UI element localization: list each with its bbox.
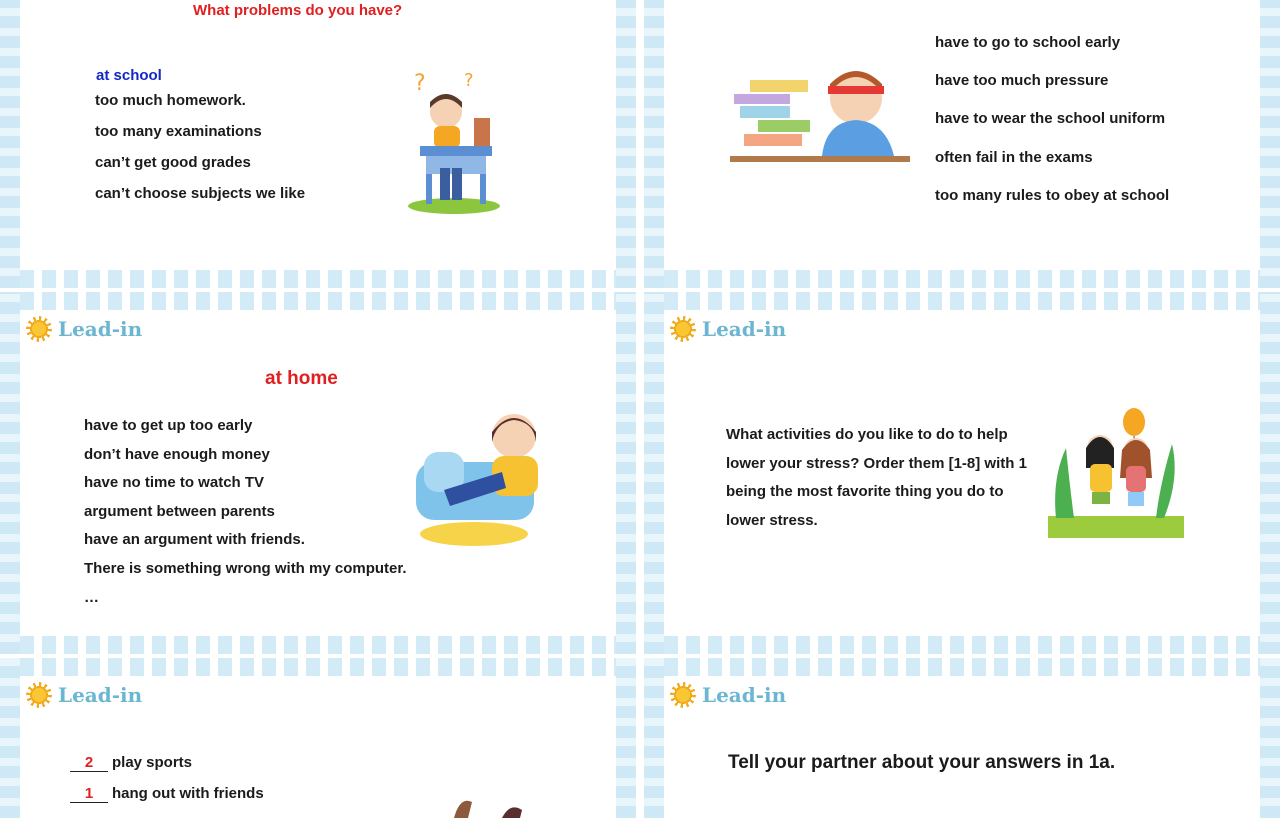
list-item: too many examinations xyxy=(95,123,262,140)
frame-stripes xyxy=(20,270,616,288)
question-line: lower stress. xyxy=(726,512,818,529)
frame-right xyxy=(616,658,636,818)
svg-text:?: ? xyxy=(414,71,426,96)
question-line: What activities do you like to do to help xyxy=(726,426,1008,443)
list-item: too many rules to obey at school xyxy=(935,187,1170,204)
activity-label: play sports xyxy=(112,754,193,771)
ranking-row xyxy=(70,754,192,772)
slide-school-problems-2[interactable] xyxy=(644,0,1280,288)
frame-left xyxy=(644,0,664,288)
slide-ranking-activities[interactable] xyxy=(0,658,636,818)
activity-label: hang out with friends xyxy=(112,785,264,802)
frame-stripes xyxy=(664,636,1260,654)
frame-stripes xyxy=(664,658,1260,676)
list-item: have to go to school early xyxy=(935,34,1121,51)
list-item: often fail in the exams xyxy=(935,149,1093,166)
frame-left xyxy=(0,0,20,288)
question-line: being the most favorite thing you do to xyxy=(726,483,1004,500)
sun-icon xyxy=(670,682,696,708)
list-item: argument between parents xyxy=(84,503,275,520)
girl-on-sofa-illustration xyxy=(410,402,550,552)
slide-content xyxy=(20,676,616,818)
slide-content xyxy=(664,310,1260,636)
leadin-label: Lead-in xyxy=(58,317,143,341)
slide-home-problems[interactable] xyxy=(0,292,636,654)
slide-activities-question[interactable] xyxy=(644,292,1280,654)
list-item: … xyxy=(84,589,99,606)
leadin-label: Lead-in xyxy=(702,317,787,341)
list-item: can’t get good grades xyxy=(95,154,251,171)
sun-icon xyxy=(26,682,52,708)
list-item: have to wear the school uniform xyxy=(935,110,1166,127)
frame-stripes xyxy=(664,270,1260,288)
ranking-row xyxy=(70,785,264,803)
stressed-student-illustration xyxy=(404,68,504,216)
leadin-header xyxy=(26,682,142,708)
leadin-label: Lead-in xyxy=(702,683,787,707)
section-label: at home xyxy=(265,368,338,389)
frame-stripes xyxy=(20,636,616,654)
slide-content xyxy=(20,310,616,636)
list-item: can’t choose subjects we like xyxy=(95,185,306,202)
question-line: lower your stress? Order them [1-8] with 1 xyxy=(726,455,1027,472)
leadin-header xyxy=(26,316,142,342)
frame-left xyxy=(0,658,20,818)
slide-content xyxy=(664,676,1260,818)
instruction-text: Tell your partner about your answers in 1a. xyxy=(728,752,1116,773)
frame-stripes xyxy=(20,658,616,676)
frame-right xyxy=(1260,292,1280,654)
sun-icon xyxy=(670,316,696,342)
list-item: have no time to watch TV xyxy=(84,474,265,491)
slide-school-problems[interactable] xyxy=(0,0,636,288)
section-label: at school xyxy=(96,67,162,84)
slide-content xyxy=(664,0,1260,270)
frame-right xyxy=(1260,0,1280,288)
frame-left xyxy=(0,292,20,654)
frame-left xyxy=(644,658,664,818)
slide-partner-talk[interactable] xyxy=(644,658,1280,818)
frame-stripes xyxy=(664,292,1260,310)
list-item: have too much pressure xyxy=(935,72,1109,89)
list-item: don’t have enough money xyxy=(84,446,270,463)
sun-icon xyxy=(26,316,52,342)
slide-title: What problems do you have? xyxy=(193,2,403,19)
frame-left xyxy=(644,292,664,654)
frame-right xyxy=(616,0,636,288)
list-item: too much homework. xyxy=(95,92,246,109)
two-friends-illustration xyxy=(1048,408,1184,542)
frame-right xyxy=(616,292,636,654)
list-item: There is something wrong with my computer. xyxy=(84,560,407,577)
leadin-header xyxy=(670,682,786,708)
leadin-header xyxy=(670,316,786,342)
list-item: have an argument with friends. xyxy=(84,531,305,548)
leadin-label: Lead-in xyxy=(58,683,143,707)
rank-number[interactable]: 1 xyxy=(70,785,108,803)
frame-right xyxy=(1260,658,1280,818)
partial-illustration xyxy=(450,788,530,818)
student-with-books-illustration xyxy=(730,52,914,162)
slide-content xyxy=(20,0,616,270)
rank-number[interactable]: 2 xyxy=(70,754,108,772)
list-item: have to get up too early xyxy=(84,417,253,434)
frame-stripes xyxy=(20,292,616,310)
svg-text:?: ? xyxy=(464,70,474,91)
